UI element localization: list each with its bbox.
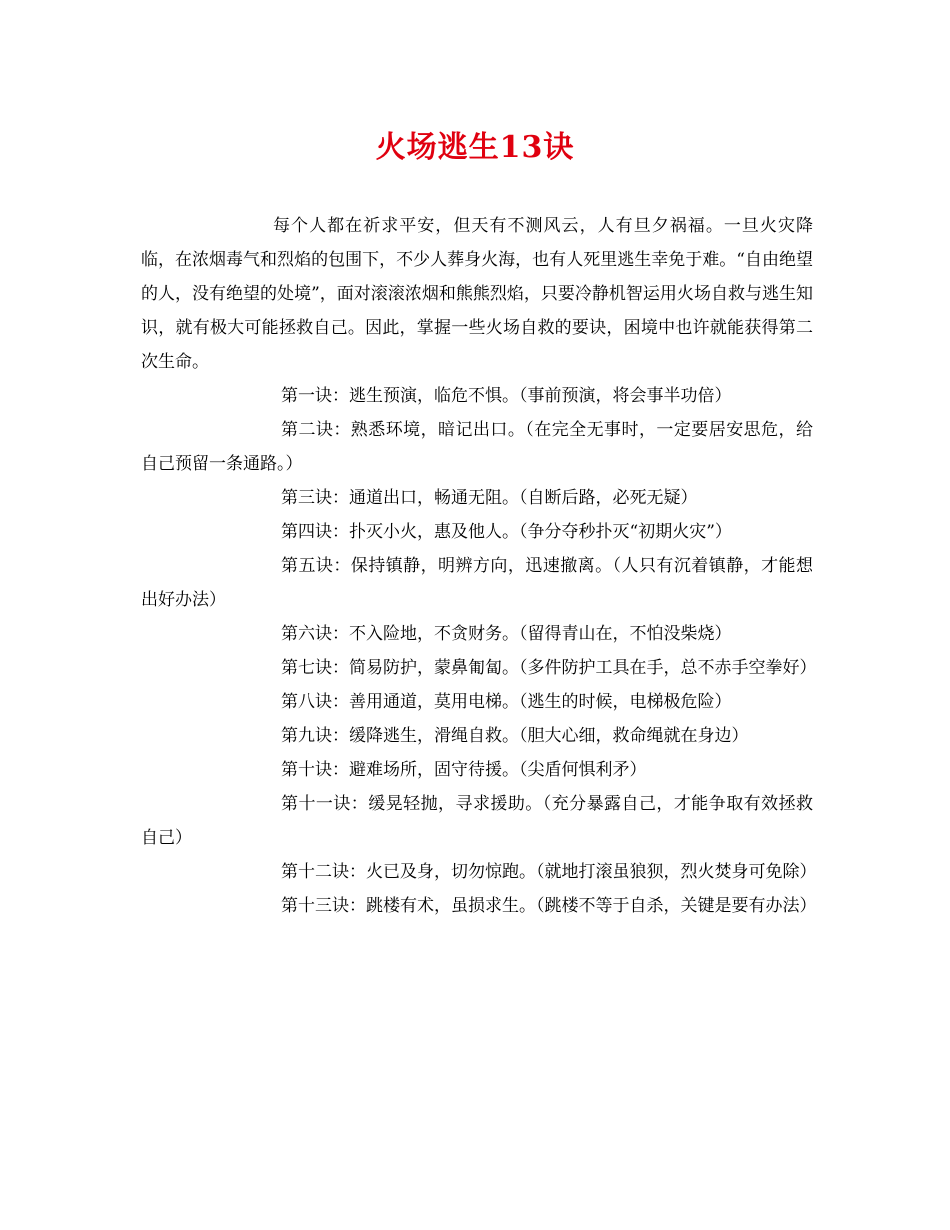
rule-8: 第八诀：善用通道，莫用电梯。（逃生的时候，电梯极危险）	[281, 692, 732, 712]
rule-6: 第六诀：不入险地，不贪财务。（留得青山在，不怕没柴烧）	[281, 624, 732, 644]
rule-12: 第十二诀：火已及身，切勿惊跑。（就地打滚虽狼狈，烈火焚身可免除）	[281, 862, 817, 882]
rule-4: 第四诀：扑灭小火，惠及他人。（争分夺秒扑灭“初期火灾”）	[281, 522, 732, 542]
document-title: 火场逃生13诀	[375, 130, 575, 165]
intro-paragraph: 每个人都在祈求平安，但天有不测风云，人有旦夕祸福。一旦火灾降临，在浓烟毒气和烈焰的包围下，不少人葬身火海，也有人死里逃生幸免于难。“自由绝望的人，没有绝望的处境”，面对滚滚浓烟和熊熊烈焰，只要冷静机智运用火场自救与逃生知识，就有极大可能拯救自己。因此，掌握一些火场自救的要诀，困境中也许就能获得第二次生命。	[141, 216, 813, 372]
rule-1: 第一诀：逃生预演，临危不惧。（事前预演，将会事半功倍）	[281, 386, 732, 406]
rule-9: 第九诀：缓降逃生，滑绳自救。（胆大心细，救命绳就在身边）	[281, 726, 749, 746]
rule-7: 第七诀：简易防护，蒙鼻匍匐。（多件防护工具在手，总不赤手空拳好）	[281, 658, 817, 678]
rule-2: 第二诀：熟悉环境，暗记出口。（在完全无事时，一定要居安思危，给自己预留一条通路。）	[141, 420, 813, 474]
rule-5: 第五诀：保持镇静，明辨方向，迅速撤离。（人只有沉着镇静，才能想出好办法）	[141, 556, 813, 610]
rule-3: 第三诀：通道出口，畅通无阻。（自断后路，必死无疑）	[281, 488, 698, 508]
rule-11: 第十一诀：缓晃轻抛，寻求援助。（充分暴露自己，才能争取有效拯救自己）	[141, 794, 813, 848]
rule-10: 第十诀：避难场所，固守待援。（尖盾何惧利矛）	[281, 760, 647, 780]
rule-13: 第十三诀：跳楼有术，虽损求生。（跳楼不等于自杀，关键是要有办法）	[281, 896, 817, 916]
document-body	[141, 209, 817, 923]
